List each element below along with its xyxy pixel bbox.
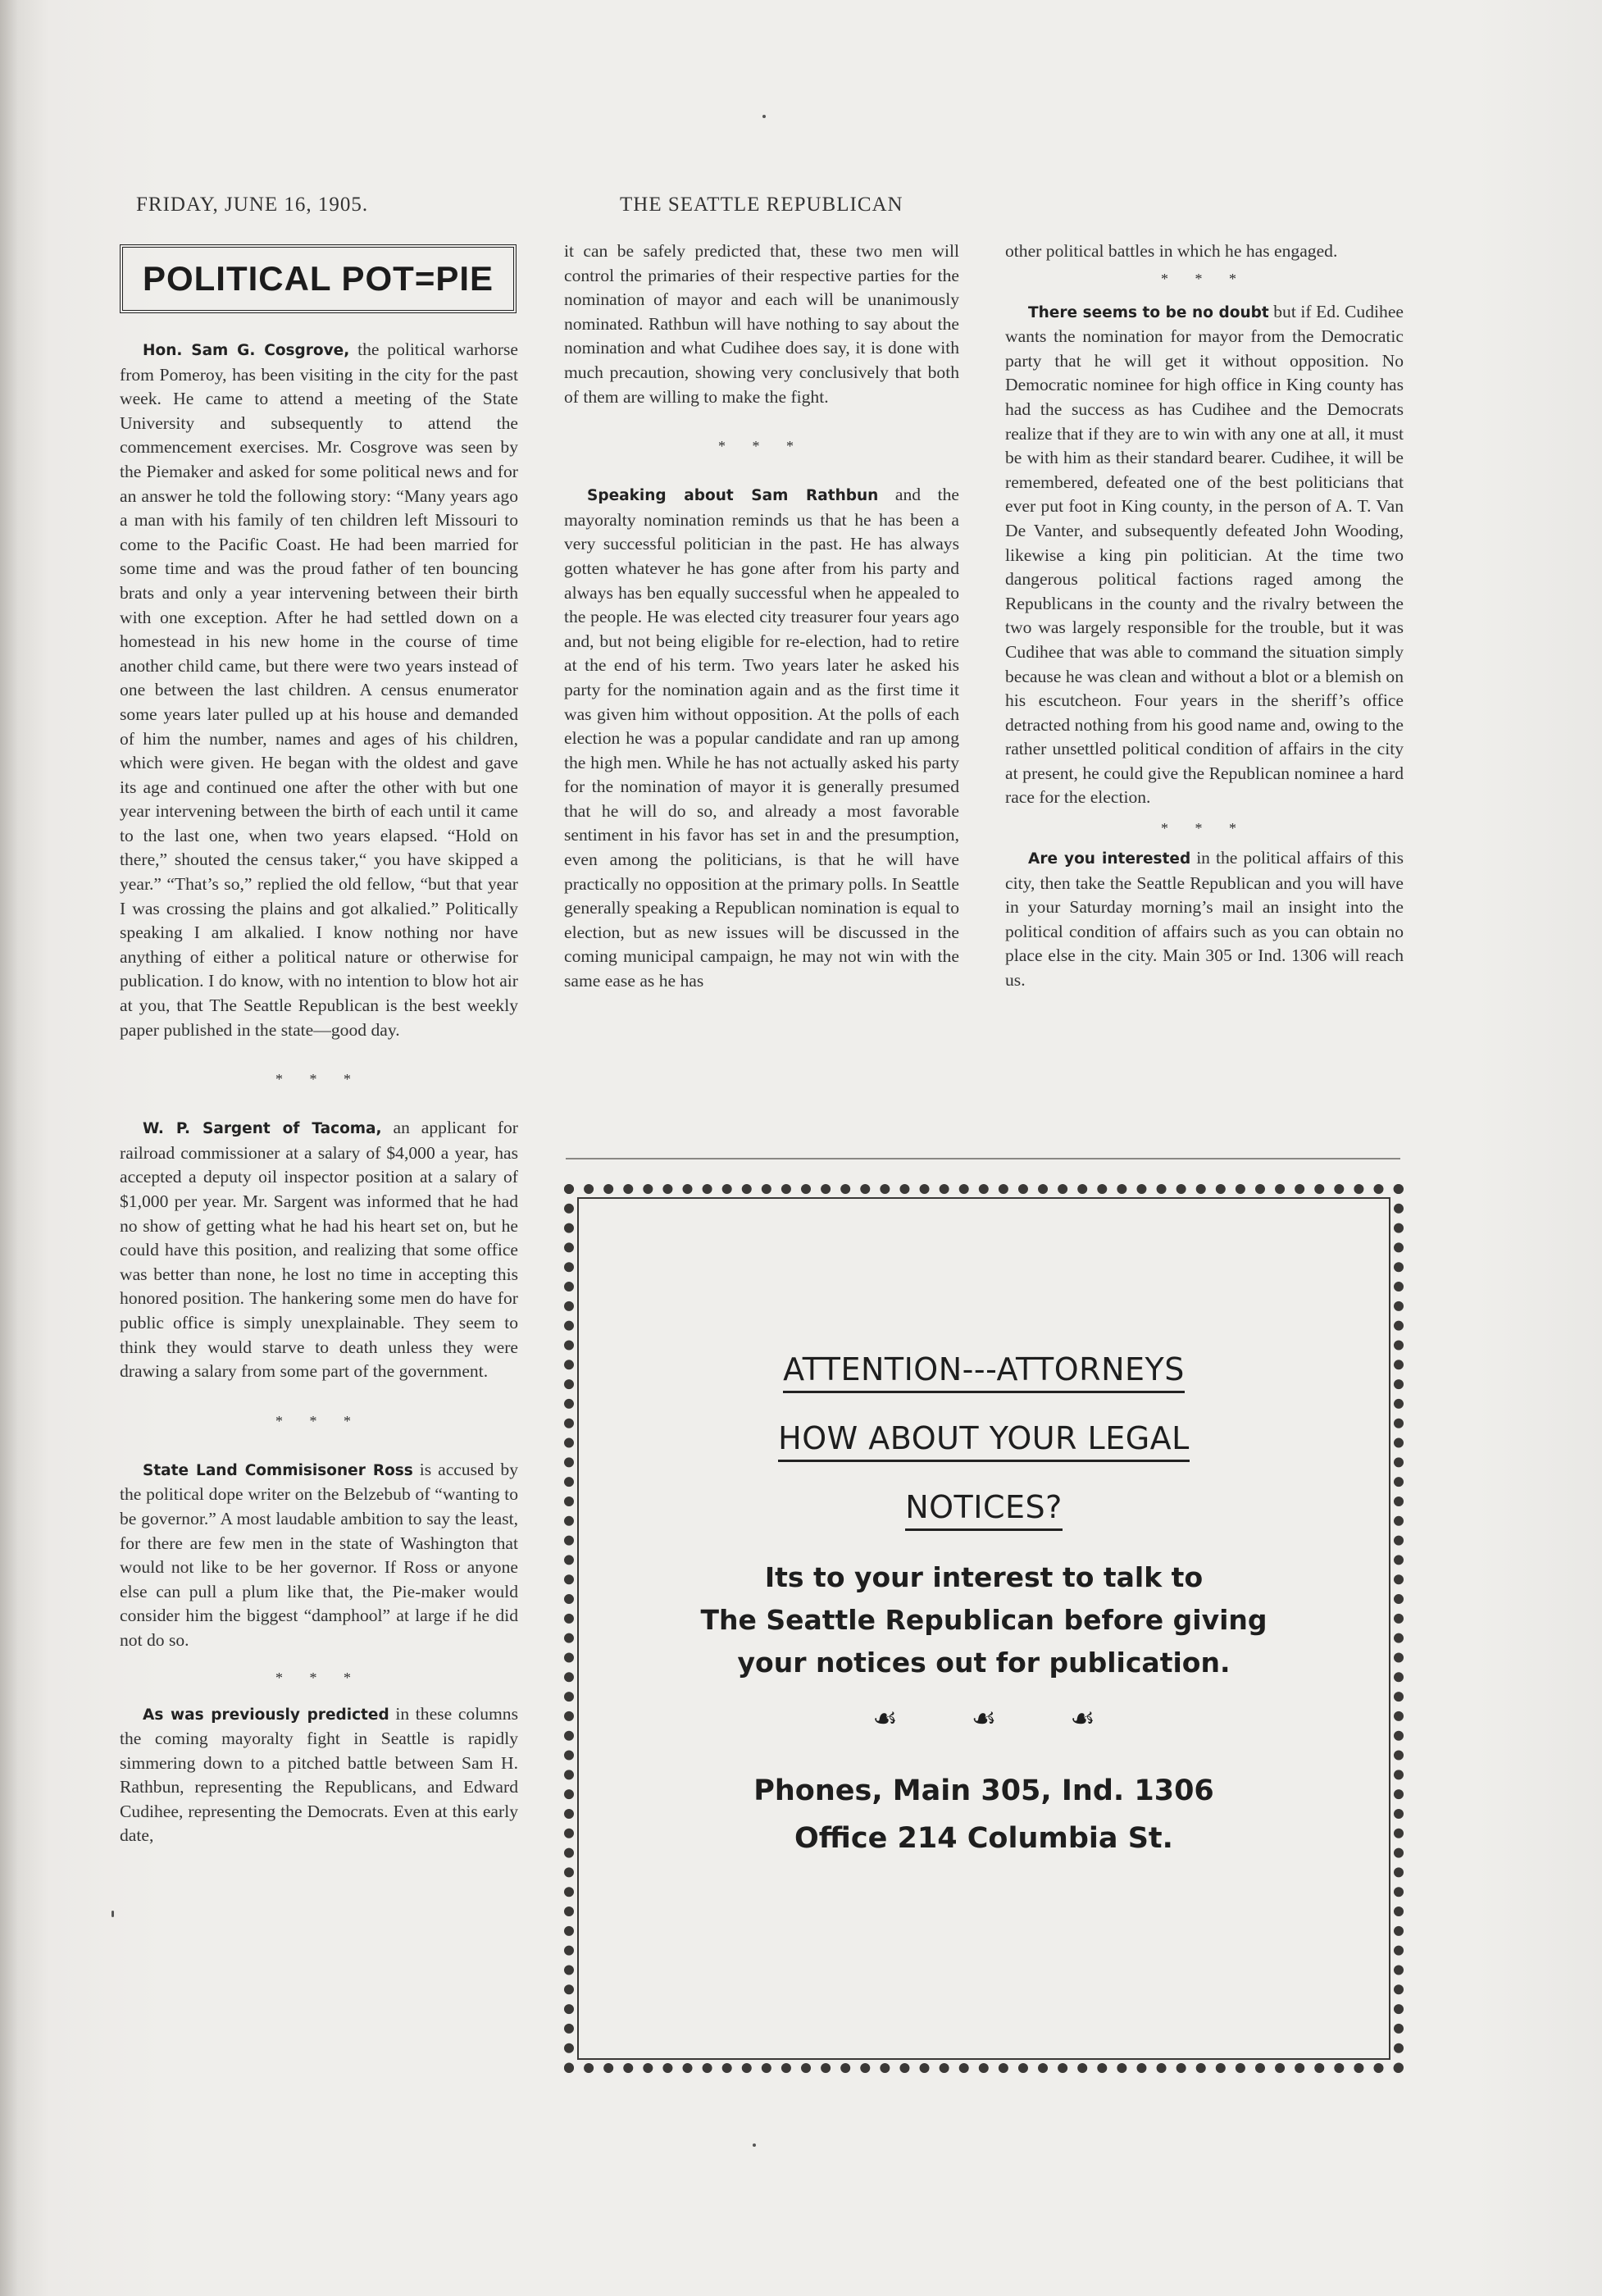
ad-phones: Phones, Main 305, Ind. 1306 (753, 1774, 1214, 1807)
paper-speck (753, 2143, 756, 2147)
column-3 (1005, 239, 1404, 993)
separator-stars: * * * (275, 1412, 362, 1429)
text-ross: is accused by the political dope writer on the Belzebub of “wanting to be governor.” A most laudable ambition to say the least, for there are few men in the state of Washington that would not like to be her governor. If Ross or anyone else can pull a plum like that, the Pie-maker would consider him the biggest “damphool” at large if he did not do so. (120, 1459, 518, 1650)
separator-stars: * * * (718, 438, 805, 455)
separator-stars: * * * (1161, 270, 1248, 287)
paper-speck (112, 1911, 114, 1917)
lead-rathbun: Speaking about Sam Rathbun (587, 487, 879, 505)
lead-ross: State Land Commisisoner Ross (143, 1461, 413, 1479)
fleuron-ornaments: ☙☙☙ (872, 1702, 1169, 1735)
lead-interested: Are you interested (1028, 850, 1191, 868)
ad-body-line-3: your notices out for publication. (737, 1647, 1231, 1679)
lead-predicted: As was previously predicted (143, 1706, 389, 1724)
paragraph-continued: it can be safely predicted that, these two men will control the primaries of their respective parties for the nomination of mayor and each will be unanimously nominated. Rathbun will have nothing to say about the nomination and what Cudihee does say, it is done with much precaution, showing very conclusively that both of them are willing to make the fight. (564, 241, 959, 407)
paragraph-interested (1005, 846, 1404, 993)
ad-headline-legal: HOW ABOUT YOUR LEGAL (574, 1420, 1394, 1456)
paragraph-cosgrove (120, 338, 518, 1042)
separator-stars: * * * (1161, 820, 1248, 837)
paragraph-sargent (120, 1116, 518, 1384)
lead-sargent: W. P. Sargent of Tacoma, (143, 1120, 382, 1138)
lead-cudihee: There seems to be no doubt (1028, 303, 1269, 321)
paragraph-rathbun (564, 483, 959, 993)
paper-speck (762, 115, 766, 118)
column-1 (120, 338, 518, 1848)
header-paper-name: THE SEATTLE REPUBLICAN (620, 194, 903, 216)
attorneys-advertisement (564, 1184, 1404, 2073)
ad-office-address: Office 214 Columbia St. (794, 1822, 1173, 1855)
paragraph-cudihee (1005, 300, 1404, 810)
ad-headline-attention: ATTENTION---ATTORNEYS (574, 1351, 1394, 1387)
ad-body-line-2: The Seattle Republican before giving (700, 1604, 1267, 1636)
text-cudihee: but if Ed. Cudihee wants the nomination for mayor from the Democratic party that he will get it without opposition. No Democratic nominee for high office in King county has had the success as has Cudihee and the Democrats realize that if they are to win with any one at all, it must be with him as their standard bearer. Cudihee, it will be remembered, defeated one of the best politicians that ever put foot in King county, in the person of A. T. Van De Vanter, and subsequently defeated John Wooding, likewise a king pin politician. At the time two dangerous political factions raged among the Republicans in the county and the rivalry between the two was largely responsible for the trouble, but it was Cudihee that was able to command the situation simply because he was clean and without a blot or a blemish on his escutcheon. Four years in the sheriff’s office detracted nothing from his good name and, owing to the rather unsettled political condition of affairs in the city at present, he could give the Republican nominee a hard race for the election. (1005, 301, 1404, 808)
separator-stars: * * * (275, 1071, 362, 1088)
text-sargent: an applicant for railroad commissioner at a salary of $4,000 a year, has accepted a deputy oil inspector position at a salary of $1,000 per year. Mr. Sargent was informed that he had no show of getting what he had his heart set on, but he could have this position, and realizing that some office was better than none, he lost no time in accepting this honored position. The hankering some men do have for public office is simply unexplainable. They seem to think they would starve to death unless they were drawing a salary from some part of the government. (120, 1118, 518, 1382)
column-title: POLITICAL POT=PIE (120, 244, 517, 313)
text-rathbun: and the mayoralty nomination reminds us that he has been a very successful politician in the past. He has always gotten whatever he has gone after from his party and always has ben equally successful when he appealed to the people. He was elected city treasurer four years ago and, but not being eligible for re-election, had to retire at the end of his term. Two years later he asked his party for the nomination again and as the first time it was given him without opposition. At the polls of each election he was a popular candidate and ran up among the high men. While he has not actually asked his party for the nomination of mayor it is generally presumed that he will do so, and already a most favorable sentiment in his favor has set in and the presumption, even among the politicians, is that he will have practically no opposition at the primary polls. In Seattle generally speaking a Republican nomination is equal to election, but as new issues will be discussed in the coming municipal campaign, he may not win with the same ease as he has (564, 485, 960, 991)
paragraph-predicted (120, 1702, 518, 1849)
text-predicted: in these columns the coming mayoralty fight in Seattle is rapidly simmering down to a pitched battle between Sam H. Rathbun, representing the Republicans, and Edward Cudihee, representing the Democrats. Even at this early date, (120, 1703, 518, 1846)
column-2 (564, 239, 959, 994)
text-cosgrove: the political warhorse from Pomeroy, has been visiting in the city for the past week. He came to attend a meeting of the State University and subsequently to attend the commencement exercises. Mr. Cosgrove was seen by the Piemaker and asked for some political news and for an answer he told the following story: “Many years ago a man with his family of ten children left Missouri to come to the Pacific Coast. He had been married for some time and was the proud father of ten bouncing brats and only a year intervening between their birth with one exception. After he had settled down on a homestead in his new home in the course of time another child came, but there were two years instead of one between the last children. A census enumerator some years later pulled up at his house and demanded of him the number, names and ages of his children, which were given. He began with the oldest and gave its age and continued one after the other with but one year intervening between the birth of each until it came to the last one, when two years elapsed. “Hold on there,” shouted the census taker,“ you have skipped a year.” “That’s so,” replied the old fellow, “but that year I was crossing the plains and got alkalied.” Politically speaking I am alkalied. I know nothing nor have anything of either a political nature or otherwise for publication. I do know, with no intention to blow hot air at you, that The Seattle Republican is the best weekly paper published in the state—good day. (120, 339, 518, 1040)
separator-stars: * * * (275, 1669, 362, 1686)
paragraph-continued: other political battles in which he has engaged. (1005, 241, 1338, 261)
text-interested: in the political affairs of this city, then take the Seattle Republican and you will have in your Saturday morning’s mail an insight into the political condition of affairs such as you can obtain no place else in the city. Main 305 or Ind. 1306 will reach us. (1005, 848, 1404, 991)
paragraph-ross (120, 1458, 518, 1653)
ad-body-line-1: Its to your interest to talk to (764, 1561, 1204, 1593)
ad-headline-notices: NOTICES? (574, 1489, 1394, 1525)
header-date: FRIDAY, JUNE 16, 1905. (136, 194, 369, 216)
divider-rule (566, 1158, 1400, 1159)
lead-cosgrove: Hon. Sam G. Cosgrove, (143, 342, 350, 359)
